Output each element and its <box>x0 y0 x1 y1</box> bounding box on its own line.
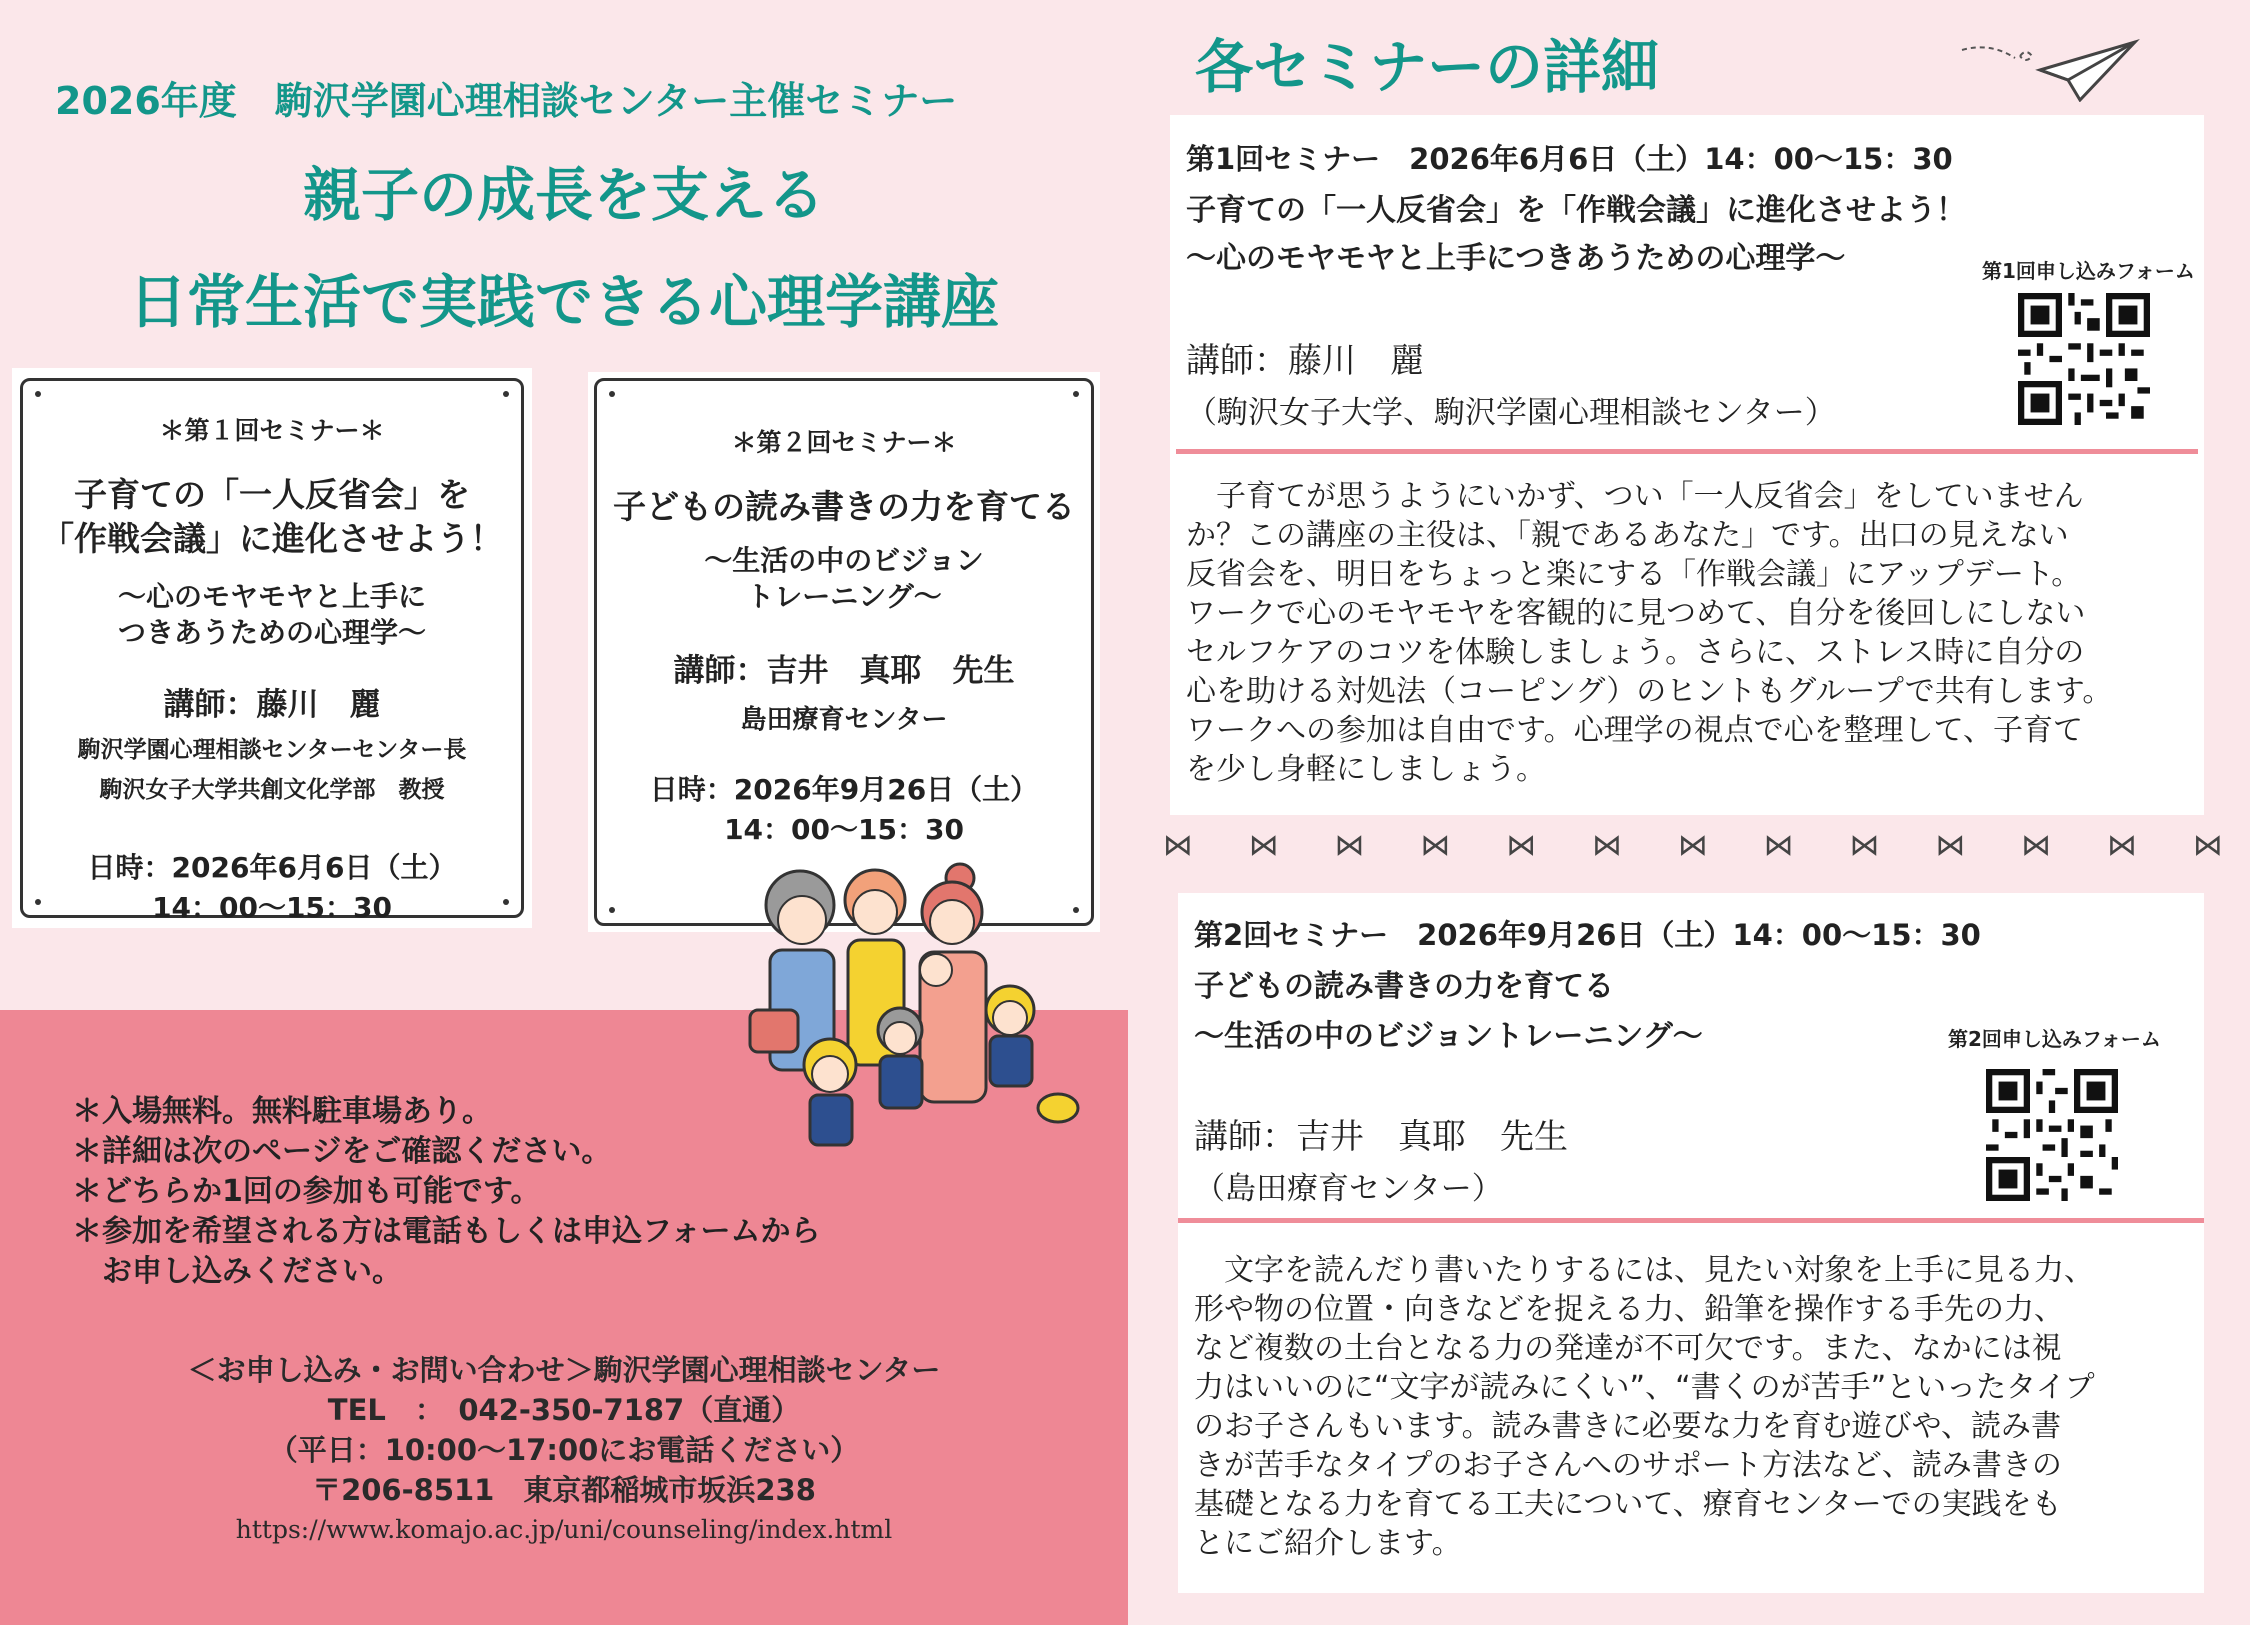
seminar1-label: ＊第１回セミナー＊ <box>159 416 385 445</box>
seminar1-detail-lecturer: 講師：藤川 麗 <box>1186 341 1424 381</box>
seminar1-qr-label: 第1回申し込みフォーム <box>1982 259 2195 283</box>
bow-icon: ⋈ <box>1163 828 1193 863</box>
body-line: か？この講座の主役は、「親であるあなた」です。出口の見えない <box>1186 518 2069 553</box>
seminar2-detail-panel <box>1178 893 2204 1593</box>
seminar1-lecturer: 講師：藤川 麗 <box>163 687 381 723</box>
seminar1-detail-body <box>1186 477 2112 789</box>
seminar1-card-wrap <box>12 368 532 928</box>
seminar2-time: 14：00～15：30 <box>724 813 964 846</box>
seminar1-sub-line1: ～心のモヤモヤと上手に <box>117 580 426 613</box>
notes-list <box>72 1092 821 1292</box>
seminar1-sub-line2: つきあうための心理学～ <box>117 616 426 649</box>
seminar2-lecturer: 講師：吉井 真耶 先生 <box>673 653 1015 689</box>
note-item: ＊どちらか1回の参加も可能です。 <box>72 1174 541 1209</box>
seminar1-detail-subtitle: ～心のモヤモヤと上手につきあうための心理学～ <box>1186 241 1846 276</box>
seminar2-detail-aff: （島田療育センター） <box>1194 1171 1503 1207</box>
seminar1-title-line1: 子育ての「一人反省会」を <box>74 475 470 514</box>
header-title-line1: 親子の成長を支える <box>302 161 825 229</box>
body-line: など複数の土台となる力の発達が不可欠です。また、なかには視 <box>1194 1331 2062 1366</box>
seminar2-detail-head: 第2回セミナー 2026年9月26日（土）14：00～15：30 <box>1194 918 1981 952</box>
seminar1-detail-panel <box>1170 115 2204 815</box>
contact-hours: （平日：10:00～17:00にお電話ください） <box>268 1433 860 1467</box>
seminar2-divider <box>1178 1218 2204 1223</box>
right-title: 各セミナーの詳細 <box>1195 33 1660 101</box>
seminar2-detail-lecturer: 講師：吉井 真耶 先生 <box>1194 1117 1568 1157</box>
seminar1-aff2: 駒沢女子大学共創文化学部 教授 <box>99 777 445 803</box>
seminar2-detail-body <box>1194 1251 2095 1563</box>
seminar2-sub-line1: ～生活の中のビジョン <box>704 544 984 577</box>
bow-icon: ⋈ <box>1677 828 1708 863</box>
seminar1-date: 日時：2026年6月6日（土） <box>87 851 457 884</box>
body-line: 反省会を、明日をちょっと楽にする「作戦会議」にアップデート。 <box>1186 557 2082 592</box>
note-item: ＊詳細は次のページをご確認ください。 <box>72 1134 612 1169</box>
body-line: きが苦手なタイプのお子さんへのサポート方法など、読み書きの <box>1194 1448 2062 1483</box>
body-line: を少し身軽にしましょう。 <box>1186 752 1546 787</box>
note-item: ＊入場無料。無料駐車場あり。 <box>72 1094 492 1129</box>
contact-url[interactable]: https://www.komajo.ac.jp/uni/counseling/index.html <box>235 1515 893 1544</box>
note-item: ＊参加を希望される方は電話もしくは申込フォームから <box>72 1214 821 1249</box>
bow-icon: ⋈ <box>2107 828 2138 863</box>
seminar1-qr-code-icon[interactable] <box>2018 293 2150 425</box>
body-line: セルフケアのコツを体験しましょう。さらに、ストレス時に自分の <box>1186 635 2085 670</box>
bow-divider-row <box>1163 828 2223 868</box>
bow-icon: ⋈ <box>2192 828 2223 863</box>
seminar1-title-line2: 「作戦会議」に進化させよう！ <box>41 519 503 558</box>
seminar2-card <box>594 378 1094 926</box>
contact-heading: ＜お申し込み・お問い合わせ＞駒沢学園心理相談センター <box>187 1353 941 1387</box>
header-subtitle: 2026年度 駒沢学園心理相談センター主催セミナー <box>55 79 958 123</box>
seminar2-qr-code-icon[interactable] <box>1986 1069 2118 1201</box>
header-title-line2: 日常生活で実践できる心理学講座 <box>128 268 999 336</box>
paper-plane-icon <box>1960 22 2140 102</box>
bow-icon: ⋈ <box>1763 828 1794 863</box>
bow-icon: ⋈ <box>1935 828 1966 863</box>
body-line: 形や物の位置・向きなどを捉える力、鉛筆を操作する手先の力、 <box>1194 1292 2064 1327</box>
seminar1-detail-aff: （駒沢女子大学、駒沢学園心理相談センター） <box>1186 395 1836 431</box>
seminar1-detail-title: 子育ての「一人反省会」を「作戦会議」に進化させよう！ <box>1186 193 1966 228</box>
contact-tel: TEL ： 042-350-7187（直通） <box>327 1393 801 1427</box>
seminar2-qr-label: 第2回申し込みフォーム <box>1948 1027 2161 1051</box>
seminar1-detail-head: 第1回セミナー 2026年6月6日（土）14：00～15：30 <box>1186 142 1953 176</box>
body-line: 子育てが思うようにいかず、つい「一人反省会」をしていません <box>1186 479 2084 514</box>
seminar2-card-wrap <box>588 372 1100 932</box>
body-line: 文字を読んだり書いたりするには、見たい対象を上手に見る力、 <box>1194 1253 2094 1288</box>
bow-icon: ⋈ <box>1334 828 1365 863</box>
seminar1-card <box>20 378 524 924</box>
seminar2-sub-line2: トレーニング～ <box>746 580 942 613</box>
body-line: とにご紹介します。 <box>1194 1526 1462 1561</box>
seminar2-label: ＊第２回セミナー＊ <box>731 428 957 457</box>
bow-icon: ⋈ <box>2021 828 2052 863</box>
seminar2-aff: 島田療育センター <box>740 705 948 735</box>
note-item: お申し込みください。 <box>72 1254 402 1289</box>
body-line: ワークへの参加は自由です。心理学の視点で心を整理して、子育て <box>1186 713 2083 748</box>
bow-icon: ⋈ <box>1420 828 1451 863</box>
seminar2-title: 子どもの読み書きの力を育てる <box>613 487 1075 526</box>
body-line: 基礎となる力を育てる工夫について、療育センターでの実践をも <box>1194 1487 2062 1522</box>
seminar2-date: 日時：2026年9月26日（土） <box>649 773 1039 806</box>
bow-icon: ⋈ <box>1248 828 1279 863</box>
body-line: ワークで心のモヤモヤを客観的に見つめて、自分を後回しにしない <box>1186 596 2086 631</box>
bow-icon: ⋈ <box>1849 828 1880 863</box>
contact-address: 〒206-8511 東京都稲城市坂浜238 <box>312 1473 816 1507</box>
contact-block <box>0 1350 1128 1550</box>
seminar2-detail-subtitle: ～生活の中のビジョントレーニング～ <box>1194 1019 1703 1054</box>
seminar1-divider <box>1176 449 2198 454</box>
seminar1-time: 14：00～15：30 <box>152 891 392 924</box>
body-line: 心を助ける対処法（コーピング）のヒントもグループで共有します。 <box>1186 674 2113 709</box>
bow-icon: ⋈ <box>1592 828 1623 863</box>
body-line: 力はいいのに“文字が読みにくい”、“書くのが苦手”といったタイプ <box>1194 1370 2095 1405</box>
bow-icon: ⋈ <box>1506 828 1537 863</box>
seminar1-aff1: 駒沢学園心理相談センターセンター長 <box>77 737 467 763</box>
seminar2-detail-title: 子どもの読み書きの力を育てる <box>1194 969 1614 1004</box>
body-line: のお子さんもいます。読み書きに必要な力を育む遊びや、読み書 <box>1194 1409 2061 1444</box>
